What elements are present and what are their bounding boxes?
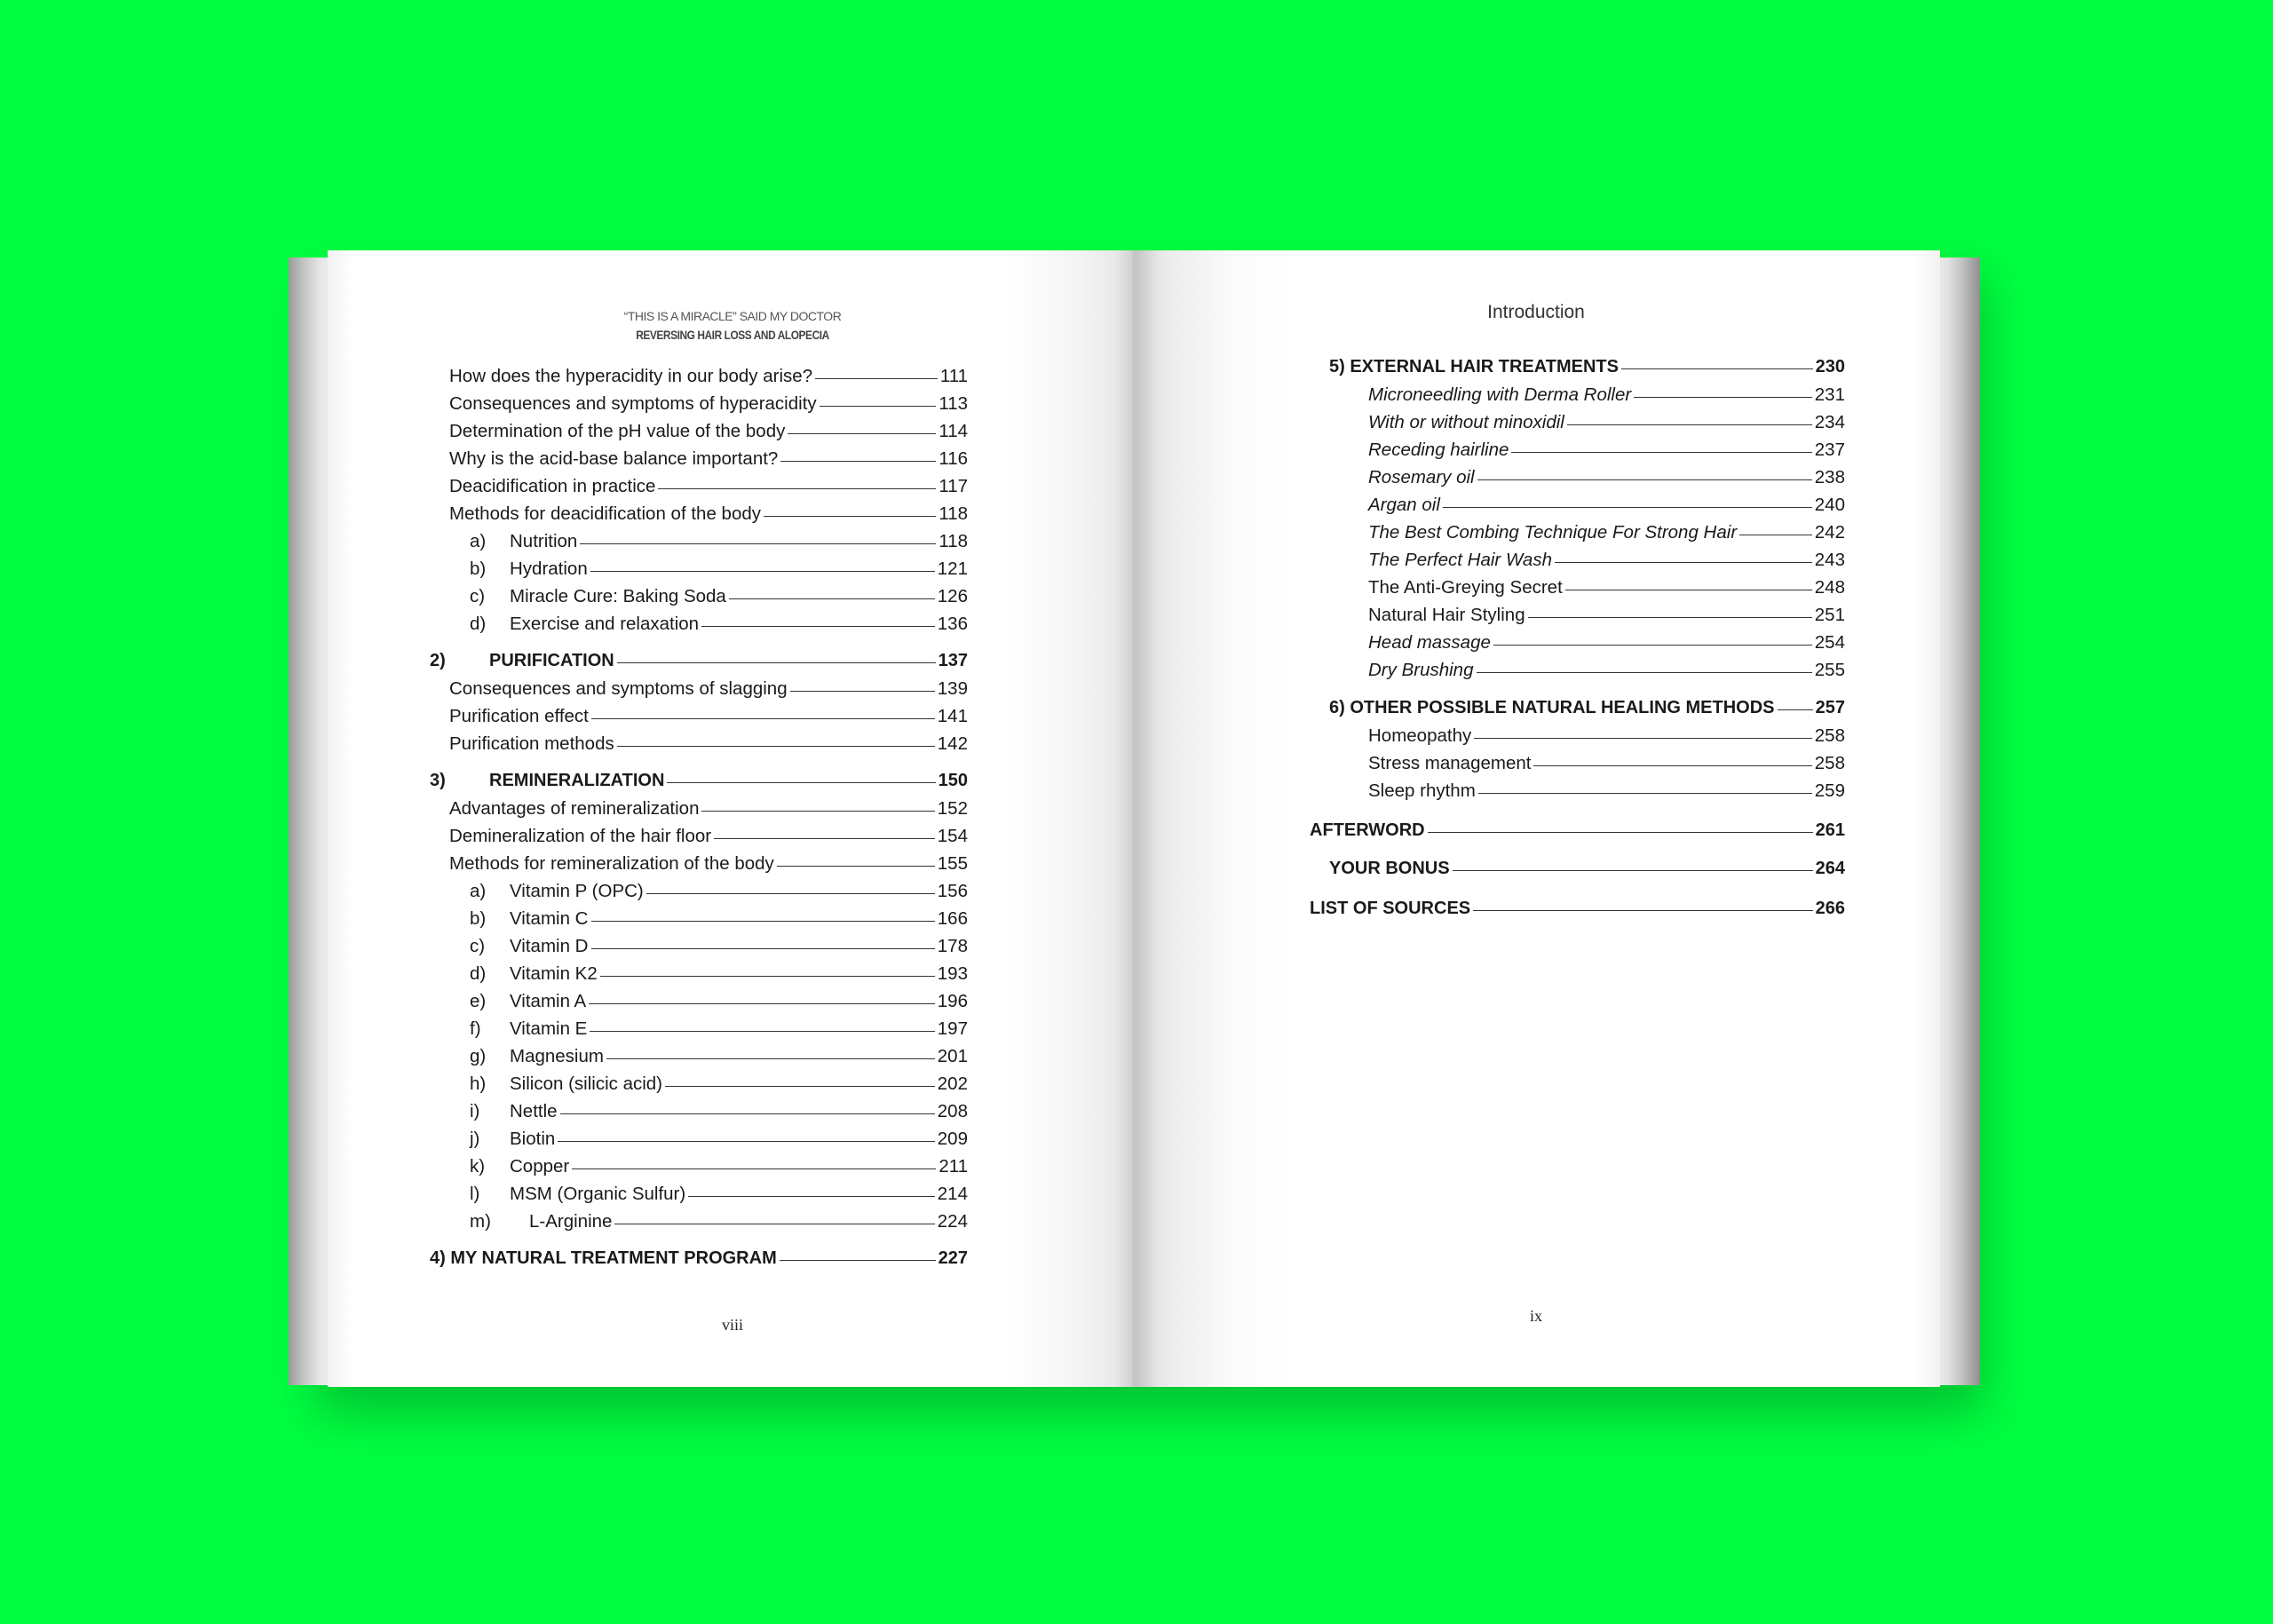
- toc-entry-label: [449, 678, 788, 700]
- toc-leader-line: [777, 866, 935, 867]
- toc-entry: [1310, 357, 1845, 384]
- toc-entry: [1310, 859, 1845, 886]
- toc-entry-marker: g): [470, 1046, 487, 1066]
- toc-leader-line: [591, 718, 935, 719]
- toc-entry: [430, 1156, 968, 1184]
- toc-entry-label: [1368, 522, 1737, 543]
- toc-leader-line: [591, 921, 935, 922]
- toc-entry-title: The Perfect Hair Wash: [1368, 550, 1552, 570]
- running-header: Introduction: [1487, 302, 1585, 322]
- toc-entry-title: The Anti-Greying Secret: [1368, 577, 1563, 598]
- toc-entry-title: Deacidification in practice: [449, 476, 656, 496]
- toc-entry-marker: a): [470, 531, 487, 551]
- toc-entry-title: MSM (Organic Sulfur): [510, 1184, 686, 1204]
- toc-entry: [1310, 440, 1845, 467]
- toc-entry-page: 114: [939, 421, 968, 441]
- toc-entry-title: Purification methods: [449, 733, 614, 754]
- toc-entry-label: [1368, 632, 1491, 654]
- toc-entry-page: 137: [938, 651, 968, 670]
- toc-entry-title: Homeopathy: [1368, 725, 1472, 746]
- toc-entry-title: Biotin: [510, 1129, 556, 1149]
- toc-entry-title: L-Arginine: [529, 1211, 613, 1232]
- toc-entry-title: Dry Brushing: [1368, 660, 1474, 680]
- toc-entry-label: [470, 963, 598, 985]
- toc-entry-label: [1329, 859, 1450, 879]
- toc-entry-marker: b): [470, 908, 487, 929]
- toc-entry-page: 264: [1815, 859, 1845, 878]
- toc-entry-label: [470, 1018, 587, 1040]
- toc-entry-title: Hydration: [510, 558, 588, 579]
- toc-entry: [430, 853, 968, 881]
- toc-entry-title: Nettle: [510, 1101, 558, 1121]
- toc-entry: [1310, 632, 1845, 660]
- toc-entry-page: 118: [939, 503, 968, 524]
- toc-leader-line: [1528, 617, 1812, 618]
- toc-entry-page: 227: [938, 1248, 968, 1268]
- toc-entry-title: Vitamin D: [510, 936, 589, 956]
- toc-entry-title: Miracle Cure: Baking Soda: [510, 586, 726, 606]
- toc-entry-title: Nutrition: [510, 531, 578, 551]
- toc-entry-page: 201: [937, 1046, 968, 1066]
- toc-leader-line: [558, 1141, 935, 1142]
- toc-entry: [1310, 605, 1845, 632]
- toc-entry-page: 193: [937, 963, 968, 984]
- toc-entry-label: [430, 771, 664, 791]
- toc-entry-page: 202: [937, 1073, 968, 1094]
- toc-entry-label: [1368, 412, 1564, 433]
- toc-entry-marker: j): [470, 1129, 480, 1149]
- toc-entry-label: [1329, 698, 1775, 718]
- toc-leader-line: [815, 378, 938, 379]
- toc-leader-line: [764, 516, 936, 517]
- toc-entry-label: [449, 476, 655, 497]
- toc-entry-marker: d): [470, 614, 487, 634]
- toc-entry-title: LIST OF SOURCES: [1310, 899, 1471, 918]
- toc-leader-line: [780, 461, 936, 462]
- toc-entry-title: Exercise and relaxation: [510, 614, 700, 634]
- toc-entry-page: 255: [1814, 660, 1845, 680]
- toc-entry: [430, 826, 968, 853]
- toc-leader-line: [1453, 870, 1813, 871]
- toc-entry-label: [449, 421, 785, 442]
- toc-entry-page: 197: [937, 1018, 968, 1039]
- toc-entry-label: [470, 586, 726, 607]
- toc-leader-line: [1567, 424, 1812, 425]
- toc-leader-line: [617, 746, 935, 747]
- toc-entry: [430, 1248, 968, 1276]
- toc-leader-line: [1428, 832, 1813, 833]
- toc-entry-marker: b): [470, 558, 487, 579]
- toc-entry-page: 230: [1815, 357, 1845, 376]
- toc-entry-title: YOUR BONUS: [1329, 859, 1450, 878]
- toc-leader-line: [1443, 507, 1812, 508]
- toc-entry: [430, 881, 968, 908]
- toc-leader-line: [780, 1260, 936, 1261]
- toc-entry-title: Vitamin C: [510, 908, 589, 929]
- toc-leader-line: [701, 626, 935, 627]
- toc-entry-page: 126: [937, 586, 968, 606]
- toc-entry-title: AFTERWORD: [1310, 820, 1425, 840]
- toc-leader-line: [560, 1113, 935, 1114]
- toc-leader-line: [1533, 765, 1811, 766]
- toc-entry: [430, 936, 968, 963]
- toc-entry-label: [470, 1046, 604, 1067]
- toc-entry: [430, 908, 968, 936]
- toc-entry-page: 121: [937, 558, 968, 579]
- toc-leader-line: [790, 691, 935, 692]
- toc-leader-line: [1477, 672, 1812, 673]
- toc-entry-page: 150: [938, 771, 968, 790]
- toc-entry-title: Natural Hair Styling: [1368, 605, 1525, 625]
- toc-entry-label: [470, 558, 588, 580]
- toc-entry-title: Copper: [510, 1156, 570, 1176]
- toc-entry-page: 166: [937, 908, 968, 929]
- toc-entry-page: 240: [1814, 495, 1845, 515]
- toc-entry-marker: 3): [430, 771, 446, 790]
- toc-entry-page: 258: [1814, 753, 1845, 773]
- left-page: [328, 250, 1137, 1387]
- toc-entry-title: Microneedling with Derma Roller: [1368, 384, 1632, 405]
- toc-entry: [430, 393, 968, 421]
- toc-leader-line: [1511, 452, 1811, 453]
- toc-leader-line: [589, 1003, 935, 1004]
- toc-leader-line: [1621, 368, 1813, 369]
- toc-entry-title: Vitamin P (OPC): [510, 881, 644, 901]
- toc-entry-label: [430, 1248, 777, 1269]
- toc-entry-title: Methods for remineralization of the body: [449, 853, 774, 874]
- toc-entry: [1310, 725, 1845, 753]
- toc-entry: [430, 421, 968, 448]
- toc-entry: [430, 963, 968, 991]
- toc-entry-label: [1368, 467, 1475, 488]
- toc-leader-line: [1473, 910, 1813, 911]
- toc-entry: [430, 1101, 968, 1129]
- toc-leader-line: [688, 1196, 935, 1197]
- toc-entry-label: [470, 1211, 612, 1232]
- toc-leader-line: [580, 543, 936, 544]
- toc-entry-label: [1368, 660, 1474, 681]
- toc-leader-line: [658, 488, 936, 489]
- toc-entry: [430, 678, 968, 706]
- toc-entry: [1310, 577, 1845, 605]
- toc-leader-line: [820, 406, 937, 407]
- toc-entry-page: 251: [1814, 605, 1845, 625]
- toc-entry-label: [1368, 384, 1631, 406]
- toc-entry-title: REMINERALIZATION: [489, 771, 665, 790]
- toc-entry-label: [1368, 605, 1525, 626]
- toc-entry-title: The Best Combing Technique For Strong Hair: [1368, 522, 1738, 543]
- toc-leader-line: [600, 976, 935, 977]
- toc-entry-label: [449, 798, 699, 820]
- toc-entry: [1310, 660, 1845, 687]
- toc-entry: [1310, 899, 1845, 926]
- toc-entry-title: Determination of the pH value of the body: [449, 421, 786, 441]
- toc-leader-line: [714, 838, 935, 839]
- header-title: REVERSING HAIR LOSS AND ALOPECIA: [636, 328, 829, 342]
- toc-entry: [430, 614, 968, 641]
- toc-entry-page: 152: [937, 798, 968, 819]
- toc-entry: [430, 366, 968, 393]
- toc-entry-title: Vitamin K2: [510, 963, 598, 984]
- toc-entry-title: Head massage: [1368, 632, 1491, 653]
- toc-entry-label: [1368, 495, 1440, 516]
- toc-entry-label: [449, 853, 774, 875]
- toc-entry-page: 208: [937, 1101, 968, 1121]
- toc-right: [1310, 357, 1845, 926]
- toc-entry: [430, 448, 968, 476]
- toc-entry-label: [470, 1073, 662, 1095]
- toc-entry-page: 116: [939, 448, 968, 469]
- toc-entry: [1310, 698, 1845, 725]
- toc-entry-page: 211: [939, 1156, 968, 1176]
- toc-entry-title: Consequences and symptoms of slagging: [449, 678, 788, 699]
- toc-entry-page: 178: [937, 936, 968, 956]
- toc-entry-marker: d): [470, 963, 487, 984]
- toc-entry-label: [1368, 780, 1476, 802]
- toc-entry: [430, 733, 968, 761]
- toc-entry: [1310, 780, 1845, 808]
- toc-entry-label: [1368, 550, 1552, 571]
- toc-entry: [430, 503, 968, 531]
- toc-left: [430, 366, 968, 1276]
- toc-entry-page: 261: [1815, 820, 1845, 840]
- toc-entry-label: [1368, 577, 1563, 598]
- toc-entry-label: [449, 393, 817, 415]
- toc-entry-title: 5) EXTERNAL HAIR TREATMENTS: [1329, 357, 1619, 376]
- toc-entry: [430, 651, 968, 678]
- toc-leader-line: [591, 948, 935, 949]
- toc-entry: [430, 1018, 968, 1046]
- toc-leader-line: [788, 433, 936, 434]
- toc-entry-page: 118: [939, 531, 968, 551]
- toc-entry-label: [470, 614, 699, 635]
- toc-entry-label: [470, 1184, 685, 1205]
- toc-leader-line: [701, 811, 934, 812]
- toc-entry: [430, 798, 968, 826]
- toc-entry-marker: e): [470, 991, 487, 1011]
- toc-entry-label: [449, 733, 614, 755]
- toc-entry-label: [1368, 725, 1471, 747]
- toc-entry-label: [470, 1156, 569, 1177]
- toc-leader-line: [1478, 793, 1812, 794]
- toc-entry-title: 4) MY NATURAL TREATMENT PROGRAM: [430, 1248, 777, 1268]
- toc-entry-page: 196: [937, 991, 968, 1011]
- toc-entry-title: Demineralization of the hair floor: [449, 826, 712, 846]
- toc-entry: [430, 706, 968, 733]
- page-number: ix: [1529, 1307, 1542, 1325]
- toc-entry-page: 156: [937, 881, 968, 901]
- toc-entry-page: 136: [937, 614, 968, 634]
- toc-entry-title: Vitamin A: [510, 991, 587, 1011]
- toc-entry-page: 214: [937, 1184, 968, 1204]
- toc-entry-page: 155: [937, 853, 968, 874]
- toc-entry-title: Sleep rhythm: [1368, 780, 1476, 801]
- toc-entry: [430, 1046, 968, 1073]
- right-page: [1132, 250, 1940, 1387]
- toc-entry-label: [449, 448, 778, 470]
- toc-entry: [1310, 522, 1845, 550]
- toc-entry-page: 266: [1815, 899, 1845, 918]
- toc-entry-page: 154: [937, 826, 968, 846]
- toc-entry-marker: h): [470, 1073, 487, 1094]
- toc-entry-label: [470, 881, 644, 902]
- toc-entry-label: [1368, 440, 1509, 461]
- toc-entry: [1310, 550, 1845, 577]
- toc-entry-marker: k): [470, 1156, 486, 1176]
- toc-entry: [430, 1184, 968, 1211]
- toc-entry-page: 231: [1814, 384, 1845, 405]
- toc-entry-page: 139: [937, 678, 968, 699]
- toc-entry-title: How does the hyperacidity in our body arise?: [449, 366, 813, 386]
- toc-entry-page: 224: [937, 1211, 968, 1232]
- toc-entry-label: [1329, 357, 1619, 377]
- toc-entry-title: PURIFICATION: [489, 651, 614, 670]
- toc-entry-page: 243: [1814, 550, 1845, 570]
- toc-entry-page: 242: [1814, 522, 1845, 543]
- toc-leader-line: [1555, 562, 1812, 563]
- toc-entry-label: [449, 366, 812, 387]
- book-gutter: [1114, 250, 1159, 1387]
- toc-entry-page: 257: [1815, 698, 1845, 717]
- toc-entry-title: Why is the acid-base balance important?: [449, 448, 779, 469]
- toc-entry-marker: f): [470, 1018, 481, 1039]
- toc-leader-line: [617, 662, 936, 663]
- toc-entry-page: 142: [937, 733, 968, 754]
- toc-entry-page: 234: [1814, 412, 1845, 432]
- toc-entry-label: [470, 1101, 558, 1122]
- toc-entry-page: 259: [1814, 780, 1845, 801]
- toc-entry-title: Consequences and symptoms of hyperacidity: [449, 393, 817, 414]
- toc-entry-page: 113: [939, 393, 968, 414]
- toc-entry-page: 238: [1814, 467, 1845, 487]
- toc-entry-title: With or without minoxidil: [1368, 412, 1564, 432]
- toc-entry-label: [470, 531, 577, 552]
- toc-entry: [430, 586, 968, 614]
- toc-entry: [430, 558, 968, 586]
- toc-leader-line: [1477, 479, 1812, 480]
- toc-entry-marker: m): [470, 1211, 491, 1232]
- toc-leader-line: [1634, 397, 1812, 398]
- toc-entry-page: 248: [1814, 577, 1845, 598]
- toc-entry-page: 111: [939, 366, 968, 386]
- toc-entry: [430, 476, 968, 503]
- toc-entry-title: Purification effect: [449, 706, 589, 726]
- toc-leader-line: [590, 1031, 934, 1032]
- toc-entry: [430, 1211, 968, 1239]
- toc-entry-label: [1310, 899, 1470, 919]
- toc-entry-title: Stress management: [1368, 753, 1532, 773]
- toc-leader-line: [665, 1086, 935, 1087]
- toc-entry: [1310, 820, 1845, 848]
- toc-entry: [430, 771, 968, 798]
- toc-entry-title: Receding hairline: [1368, 440, 1509, 460]
- toc-entry-title: Rosemary oil: [1368, 467, 1475, 487]
- toc-leader-line: [729, 598, 935, 599]
- toc-leader-line: [1493, 645, 1812, 646]
- toc-entry-page: 141: [937, 706, 968, 726]
- toc-entry: [430, 1129, 968, 1156]
- toc-entry: [1310, 467, 1845, 495]
- toc-entry: [1310, 753, 1845, 780]
- toc-entry-marker: i): [470, 1101, 480, 1121]
- header-subtitle: “THIS IS A MIRACLE” SAID MY DOCTOR: [623, 309, 842, 323]
- toc-entry-title: Methods for deacidification of the body: [449, 503, 761, 524]
- toc-entry-page: 237: [1814, 440, 1845, 460]
- toc-entry: [430, 991, 968, 1018]
- toc-entry-label: [470, 1129, 555, 1150]
- toc-entry-label: [470, 936, 589, 957]
- toc-entry-label: [449, 706, 589, 727]
- toc-entry-page: 117: [939, 476, 968, 496]
- toc-entry-title: Vitamin E: [510, 1018, 588, 1039]
- toc-entry-marker: 2): [430, 651, 446, 670]
- toc-leader-line: [646, 893, 935, 894]
- toc-leader-line: [1778, 709, 1813, 710]
- toc-leader-line: [572, 1168, 936, 1169]
- toc-entry-page: 258: [1814, 725, 1845, 746]
- toc-entry-page: 209: [937, 1129, 968, 1149]
- toc-entry-marker: c): [470, 936, 486, 956]
- open-book: [289, 250, 1980, 1392]
- toc-leader-line: [590, 571, 935, 572]
- toc-entry-title: 6) OTHER POSSIBLE NATURAL HEALING METHODS: [1329, 698, 1775, 717]
- toc-entry-title: Magnesium: [510, 1046, 604, 1066]
- toc-leader-line: [667, 782, 935, 783]
- toc-entry-label: [1310, 820, 1425, 841]
- page-number: viii: [721, 1316, 743, 1334]
- toc-leader-line: [606, 1058, 935, 1059]
- toc-entry-page: 254: [1814, 632, 1845, 653]
- toc-entry: [1310, 412, 1845, 440]
- toc-entry-title: Argan oil: [1368, 495, 1440, 515]
- toc-entry-title: Advantages of remineralization: [449, 798, 700, 819]
- toc-entry-label: [470, 908, 589, 930]
- toc-entry: [1310, 384, 1845, 412]
- toc-entry: [430, 1073, 968, 1101]
- toc-entry: [1310, 495, 1845, 522]
- toc-entry: [430, 531, 968, 558]
- toc-entry-title: Silicon (silicic acid): [510, 1073, 663, 1094]
- running-header: [328, 309, 1137, 342]
- toc-entry-marker: l): [470, 1184, 480, 1204]
- toc-entry-label: [430, 651, 614, 671]
- toc-entry-label: [449, 826, 711, 847]
- toc-entry-label: [449, 503, 761, 525]
- toc-leader-line: [1474, 738, 1812, 739]
- toc-entry-marker: a): [470, 881, 487, 901]
- toc-entry-marker: c): [470, 586, 486, 606]
- toc-entry-label: [470, 991, 586, 1012]
- toc-entry-label: [1368, 753, 1531, 774]
